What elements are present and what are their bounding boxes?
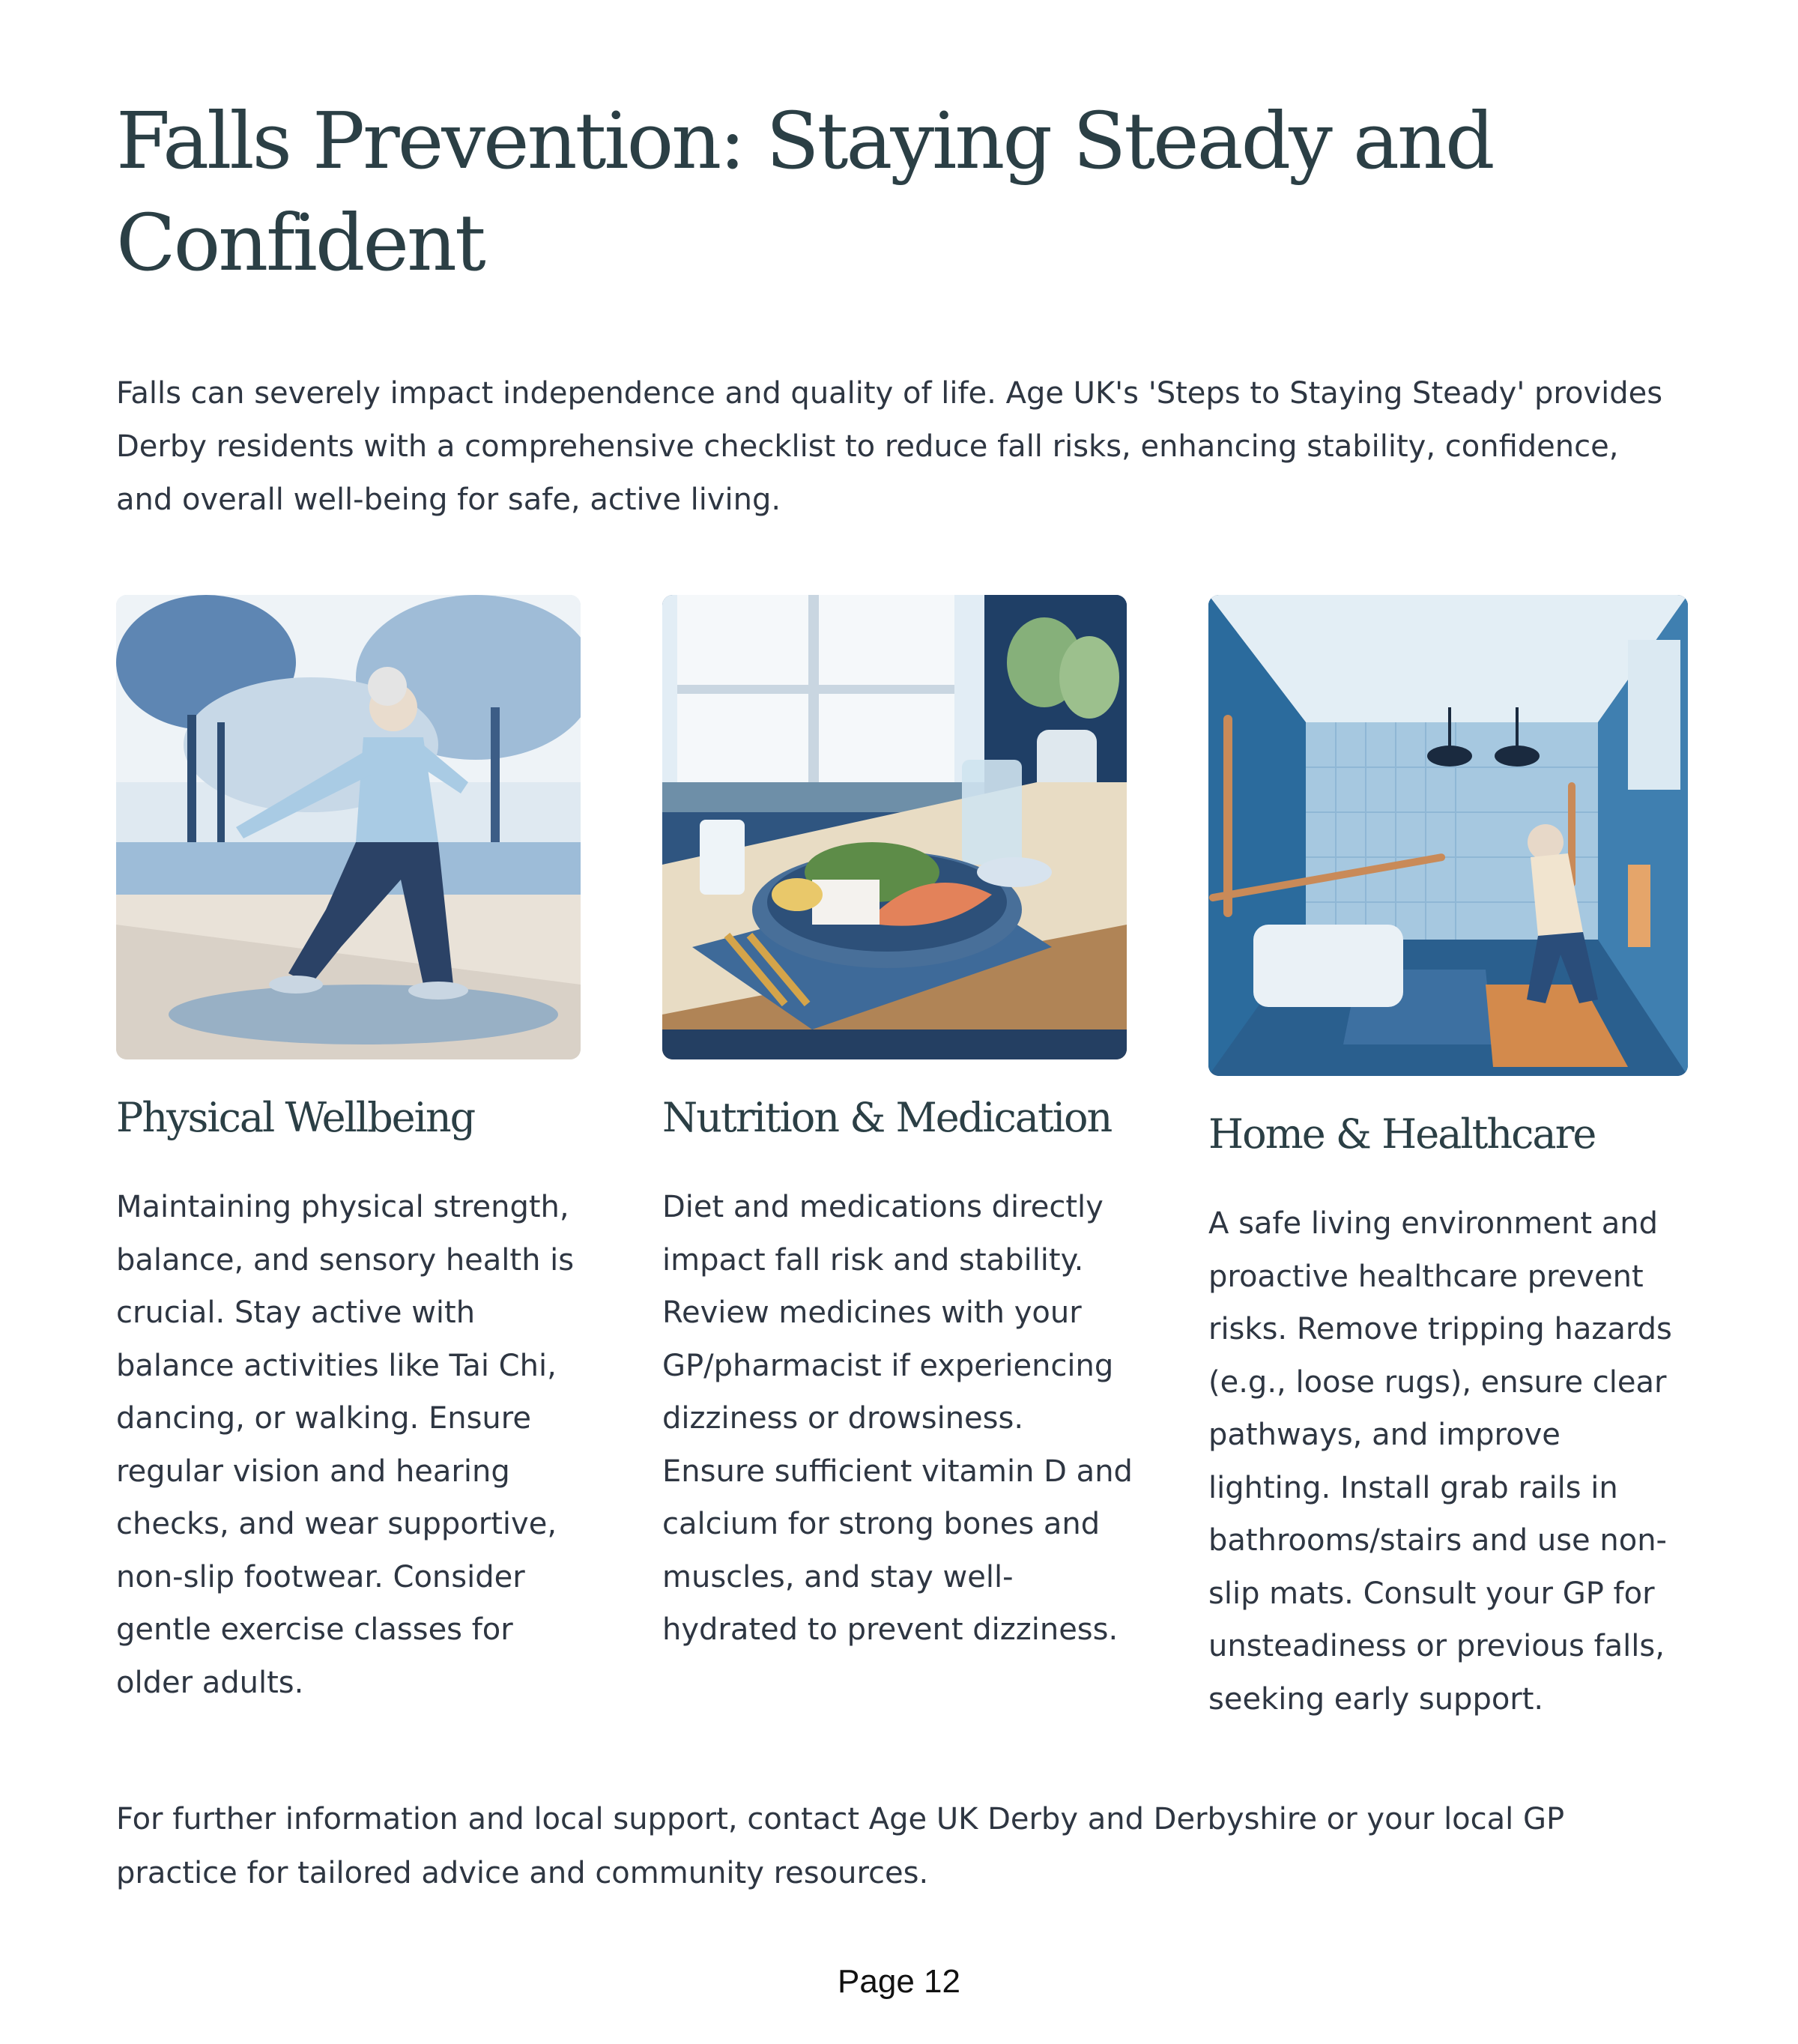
page-title: Falls Prevention: Staying Steady and Confident	[116, 95, 1493, 288]
card-physical-wellbeing	[116, 595, 581, 1700]
card-heading: Home & Healthcare	[1208, 1110, 1596, 1158]
page-number: Page 12	[838, 1963, 960, 2000]
card-body: A safe living environment and proactive healthcare prevent risks. Remove tripping hazards (e.g., loose rugs), ensure clear pathways, and improve lighting. Install grab rails in bathrooms/stairs and use non-slip mats. Consult your GP for unsteadiness or previous falls, seeking early support.	[1208, 1206, 1672, 1717]
document-page	[116, 90, 1682, 2000]
card-heading: Nutrition & Medication	[662, 1094, 1112, 1141]
kitchen-meal-illustration	[662, 595, 1127, 1059]
footer-paragraph: For further information and local support, contact Age UK Derby and Derbyshire or your local GP practice for tailored advice and community resources.	[116, 1802, 1565, 1890]
tai-chi-illustration	[116, 595, 581, 1059]
card-nutrition-medication	[662, 595, 1133, 1647]
card-home-healthcare	[1208, 595, 1688, 1717]
card-body: Maintaining physical strength, balance, and sensory health is crucial. Stay active with balance activities like Tai Chi, dancing, or walking. Ensure regular vision and hearing checks, and wear supportive, non-slip footwear. Consider gentle exercise classes for older adults.	[116, 1190, 575, 1700]
card-heading: Physical Wellbeing	[116, 1094, 475, 1141]
bathroom-safety-illustration	[1208, 595, 1688, 1076]
card-body: Diet and medications directly impact fall risk and stability. Review medicines with your GP/pharmacist if experiencing dizziness or drowsiness. Ensure sufficient vitamin D and calcium for strong bones and muscles, and stay well-hydrated to prevent dizziness.	[662, 1190, 1133, 1647]
intro-paragraph: Falls can severely impact independence and quality of life. Age UK's 'Steps to Staying Steady' provides Derby residents with a comprehensive checklist to reduce fall risks, enhancing stability, confidence, and overall well-being for safe, active living.	[116, 376, 1663, 517]
